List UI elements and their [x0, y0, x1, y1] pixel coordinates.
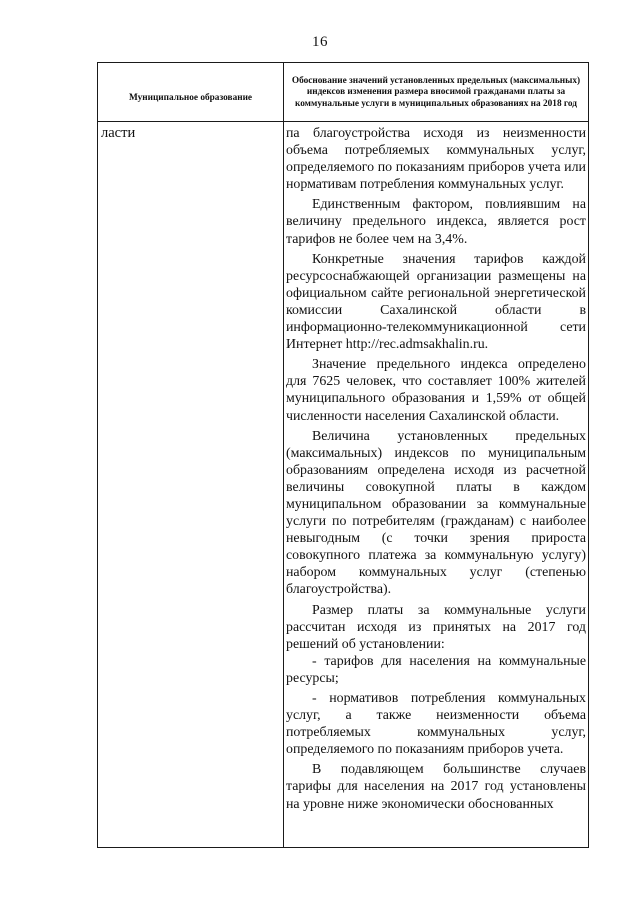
paragraph-tariffs-site: Конкретные значения тарифов каждой ресурсоснабжающей организации размещены на официальном сайте региональной энергетической комиссии Сахалинской области в информационно-телекоммуникационной сети Интернет http://rec.admsakhalin.ru. — [286, 251, 586, 353]
justification-table — [97, 62, 589, 848]
justification-cell — [284, 122, 589, 848]
paragraph-factor: Единственным фактором, повлиявшим на величину предельного индекса, является рост тарифов не более чем на 3,4%. — [286, 197, 586, 247]
header-justification: Обоснование значений установленных предельных (максимальных) индексов изменения размера вносимой гражданами платы за коммунальные услуги в муниципальных образованиях на 2018 год — [284, 63, 589, 122]
paragraph-tariffs-item: - тарифов для населения на коммунальные ресурсы; — [286, 653, 586, 686]
municipality-cell: ласти — [98, 122, 284, 848]
header-municipality: Муниципальное образование — [98, 63, 284, 122]
paragraph-index-basis: Величина установленных предельных (максимальных) индексов по муниципальным образованиям определена исходя из расчетной величины совокупной платы в каждом муниципальном образовании за коммунальные услуги по потребителям (гражданам) с наиболее невыгодным (с точки зрения прироста совокупного платежа за коммунальную услугу) набором коммунальных услуг (степенью благоустройства). — [286, 428, 586, 598]
page-number: 16 — [312, 34, 328, 50]
table-header-row — [98, 63, 589, 122]
paragraph-payment-size: Размер платы за коммунальные услуги рассчитан исходя из принятых на 2017 год решений об установлении: — [286, 602, 586, 652]
table-row — [98, 122, 589, 848]
paragraph-norms-item: - нормативов потребления коммунальных услуг, а также неизменности объема потребляемых коммунальных услуг, определяемого по показаниям приборов учета. — [286, 691, 586, 758]
paragraph-continuation: па благоустройства исходя из неизменности объема потребляемых коммунальных услуг, определяемого по показаниям приборов учета или нормативам потребления коммунальных услуг. — [286, 126, 586, 193]
paragraph-majority: В подавляющем большинстве случаев тарифы для населения на 2017 год установлены на уровне ниже экономически обоснованных — [286, 762, 586, 812]
paragraph-population: Значение предельного индекса определено для 7625 человек, что составляет 100% жителей муниципального образования и 1,59% от общей численности населения Сахалинской области. — [286, 357, 586, 424]
